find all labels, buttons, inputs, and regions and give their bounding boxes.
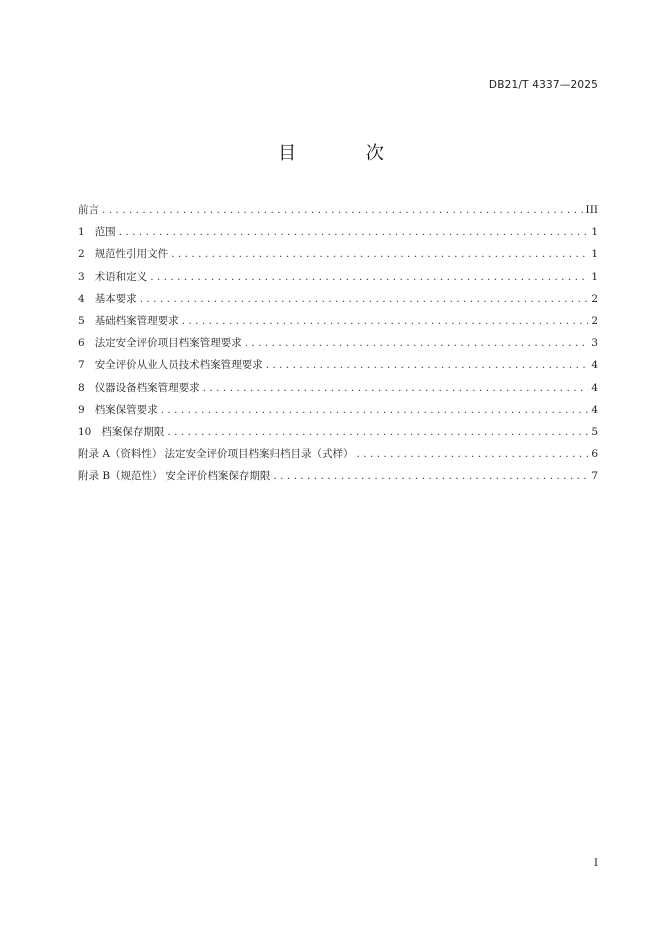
toc-entry-text: 法定安全评价项目档案管理要求 (94, 337, 242, 350)
toc-entry-text: 基础档案管理要求 (94, 314, 179, 327)
toc-leader-dots (356, 443, 588, 465)
appendix-label: 附录 A（资料性） (78, 448, 163, 461)
toc-entry-1[interactable] (78, 221, 598, 243)
toc-leader-dots (167, 421, 588, 443)
toc-entry-3[interactable] (78, 266, 598, 288)
toc-entry-page: 1 (591, 270, 598, 283)
toc-entry-number: 6 (78, 337, 85, 350)
toc-entry-number: 9 (78, 403, 85, 416)
toc-entry-number: 4 (78, 292, 85, 305)
toc-title: 目 次 (278, 143, 416, 164)
toc-entry-appendix-b[interactable] (78, 465, 598, 487)
document-code: DB21/T 4337—2025 (488, 79, 598, 91)
toc-entry-2[interactable] (78, 243, 598, 265)
table-of-contents (78, 199, 598, 487)
toc-entry-number: 3 (78, 270, 85, 283)
toc-entry-text: 法定安全评价项目档案归档目录（式样） (164, 448, 354, 461)
toc-entry-5[interactable] (78, 310, 598, 332)
toc-entry-number: 1 (78, 226, 85, 239)
toc-entry-8[interactable] (78, 377, 598, 399)
toc-entry-number: 7 (78, 359, 85, 372)
toc-entry-6[interactable] (78, 332, 598, 354)
toc-leader-dots (203, 377, 589, 399)
toc-leader-dots (102, 199, 583, 221)
toc-entry-page: 2 (591, 314, 598, 327)
toc-entry-page: 3 (591, 337, 598, 350)
appendix-label: 附录 B（规范性） (78, 470, 163, 483)
toc-entry-page: 6 (591, 448, 598, 461)
toc-entry-page: 1 (591, 226, 598, 239)
toc-entry-page: 7 (591, 470, 598, 483)
toc-entry-7[interactable] (78, 354, 598, 376)
toc-entry-number: 5 (78, 314, 85, 327)
toc-entry-number: 2 (78, 248, 85, 261)
toc-entry-appendix-a[interactable] (78, 443, 598, 465)
page-number: I (593, 857, 598, 869)
toc-leader-dots (140, 288, 589, 310)
toc-entry-page: 5 (591, 425, 598, 438)
toc-leader-dots (150, 266, 588, 288)
toc-entry-text: 范围 (94, 226, 116, 239)
toc-leader-dots (182, 310, 589, 332)
toc-entry-text: 基本要求 (94, 292, 137, 305)
toc-entry-page: 4 (591, 359, 598, 372)
toc-entry-foreword[interactable] (78, 199, 598, 221)
toc-entry-number: 8 (78, 381, 85, 394)
toc-entry-text: 前言 (78, 204, 99, 216)
toc-entry-10[interactable] (78, 421, 598, 443)
toc-entry-text: 安全评价档案保存期限 (165, 470, 271, 483)
toc-entry-text: 规范性引用文件 (94, 248, 169, 261)
toc-leader-dots (245, 332, 589, 354)
toc-entry-text: 仪器设备档案管理要求 (94, 381, 200, 394)
toc-leader-dots (161, 399, 589, 421)
toc-entry-text: 档案保管要求 (94, 403, 158, 416)
toc-entry-page: 4 (591, 381, 598, 394)
toc-entry-9[interactable] (78, 399, 598, 421)
toc-leader-dots (171, 243, 588, 265)
toc-entry-4[interactable] (78, 288, 598, 310)
toc-entry-page: 4 (591, 403, 598, 416)
toc-entry-number: 10 (78, 425, 92, 438)
toc-entry-page: 2 (591, 292, 598, 305)
toc-leader-dots (119, 221, 589, 243)
toc-entry-page: III (585, 204, 598, 216)
toc-entry-text: 安全评价从业人员技术档案管理要求 (94, 359, 263, 372)
toc-entry-text: 术语和定义 (94, 270, 148, 283)
toc-leader-dots (273, 465, 588, 487)
toc-leader-dots (266, 354, 589, 376)
toc-entry-text: 档案保存期限 (101, 425, 165, 438)
toc-entry-page: 1 (591, 248, 598, 261)
